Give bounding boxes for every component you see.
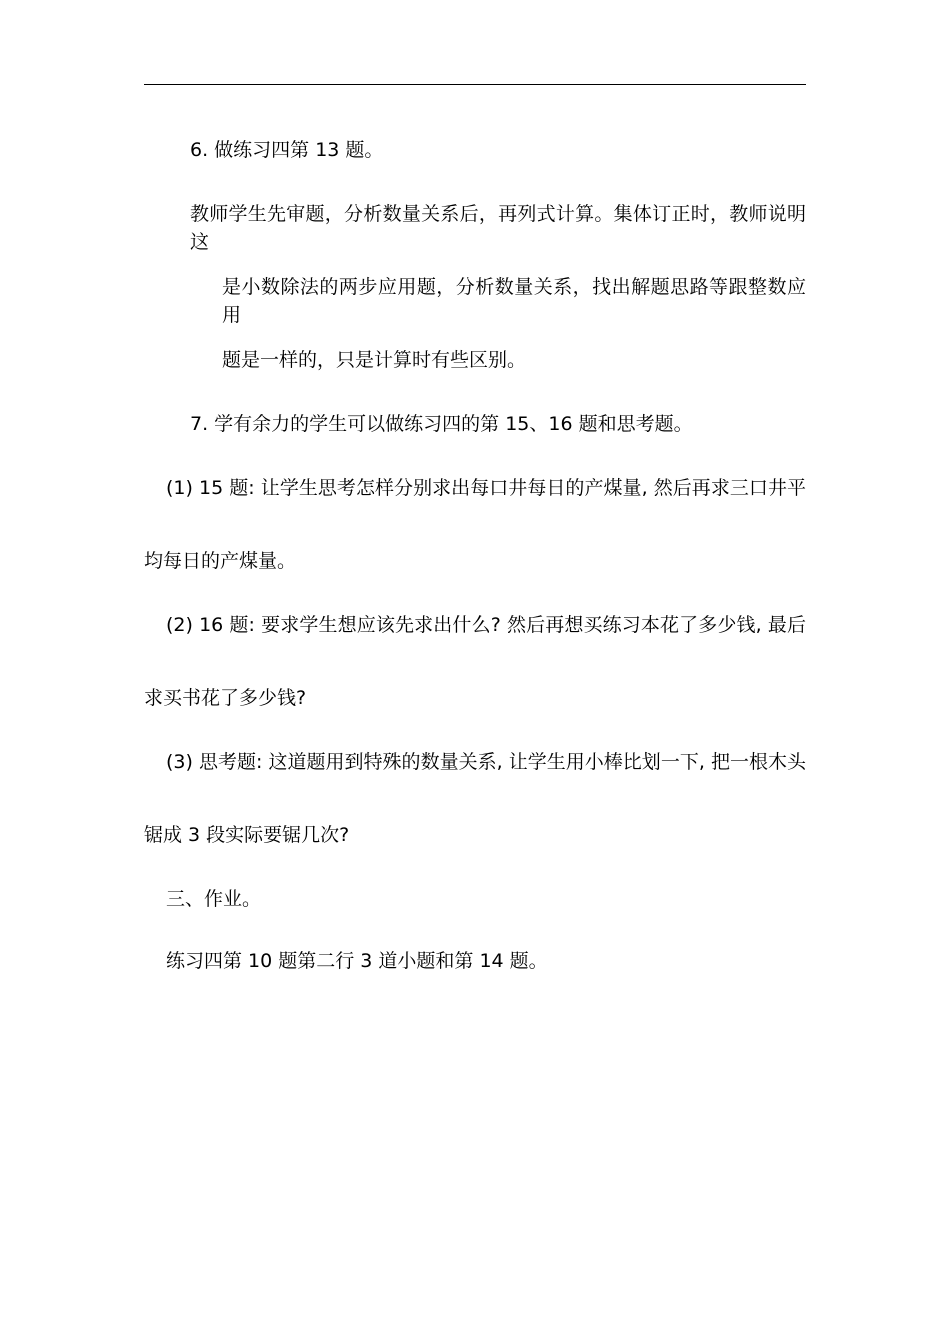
header-rule <box>144 84 806 85</box>
item-7: 7. 学有余力的学生可以做练习四的第 15、16 题和思考题。 <box>190 413 693 435</box>
sub-item-1-line-1: (1) 15 题: 让学生思考怎样分别求出每口井每日的产煤量, 然后再求三口井平 <box>166 477 806 499</box>
sub-item-1-line-2: 均每日的产煤量。 <box>144 550 297 572</box>
item-6: 6. 做练习四第 13 题。 <box>190 139 384 161</box>
sub-item-3-line-2: 锯成 3 段实际要锯几次? <box>144 824 350 846</box>
sub-item-2-line-2: 求买书花了多少钱? <box>144 687 307 709</box>
sub-item-3-line-1: (3) 思考题: 这道题用到特殊的数量关系, 让学生用小棒比划一下, 把一根木头 <box>166 751 806 773</box>
section-3-heading: 三、作业。 <box>166 888 262 910</box>
homework-text: 练习四第 10 题第二行 3 道小题和第 14 题。 <box>166 950 548 972</box>
item-6-note-line-2: 是小数除法的两步应用题，分析数量关系，找出解题思路等跟整数应用 <box>222 276 806 326</box>
item-6-note-line-1: 教师学生先审题，分析数量关系后，再列式计算。集体订正时，教师说明这 <box>190 203 806 253</box>
item-6-note-line-3: 题是一样的，只是计算时有些区别。 <box>222 349 527 371</box>
sub-item-2-line-1: (2) 16 题: 要求学生想应该先求出什么? 然后再想买练习本花了多少钱, 最后 <box>166 614 806 636</box>
